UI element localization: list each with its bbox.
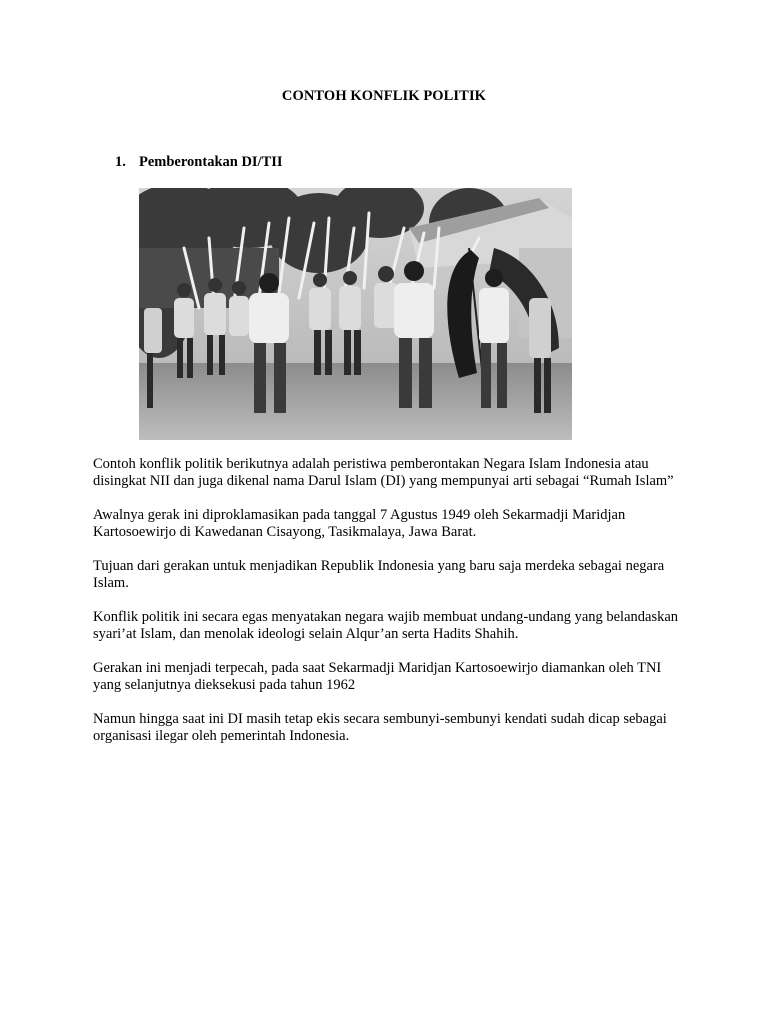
paragraph-1: Contoh konflik politik berikutnya adalah peristiwa pemberontakan Negara Islam Indonesia atau disingkat NII dan juga dikenal nama Darul Islam (DI) yang mempunyai arti sebagai “Rumah Islam” xyxy=(93,456,674,489)
paragraph-3: Tujuan dari gerakan untuk menjadikan Republik Indonesia yang baru saja merdeka sebagai negara Islam. xyxy=(93,558,665,591)
section-heading xyxy=(115,154,283,171)
section-number: 1. xyxy=(115,154,126,170)
paragraph-2: Awalnya gerak ini diproklamasikan pada tanggal 7 Agustus 1949 oleh Sekarmadji Maridjan Kartosoewirjo di Kawedanan Cisayong, Tasikmalaya, Jawa Barat. xyxy=(93,507,626,540)
paragraph-6: Namun hingga saat ini DI masih tetap ekis secara sembunyi-sembunyi kendati sudah dicap sebagai organisasi ilegar oleh pemerintah Indonesia. xyxy=(93,711,667,744)
paragraph-4: Konflik politik ini secara egas menyatakan negara wajib membuat undang-undang yang belandaskan syari’at Islam, dan menolak ideologi selain Alqur’an serta Hadits Shahih. xyxy=(93,609,679,642)
photo-illustration xyxy=(139,188,572,440)
body-text xyxy=(93,456,693,762)
paragraph-5: Gerakan ini menjadi terpecah, pada saat Sekarmadji Maridjan Kartosoewirjo diamankan oleh TNI yang selanjutnya dieksekusi pada tahun 1962 xyxy=(93,660,662,693)
historical-photo xyxy=(139,188,572,440)
section-heading-text: Pemberontakan DI/TII xyxy=(139,154,283,170)
document-title: CONTOH KONFLIK POLITIK xyxy=(281,88,487,104)
